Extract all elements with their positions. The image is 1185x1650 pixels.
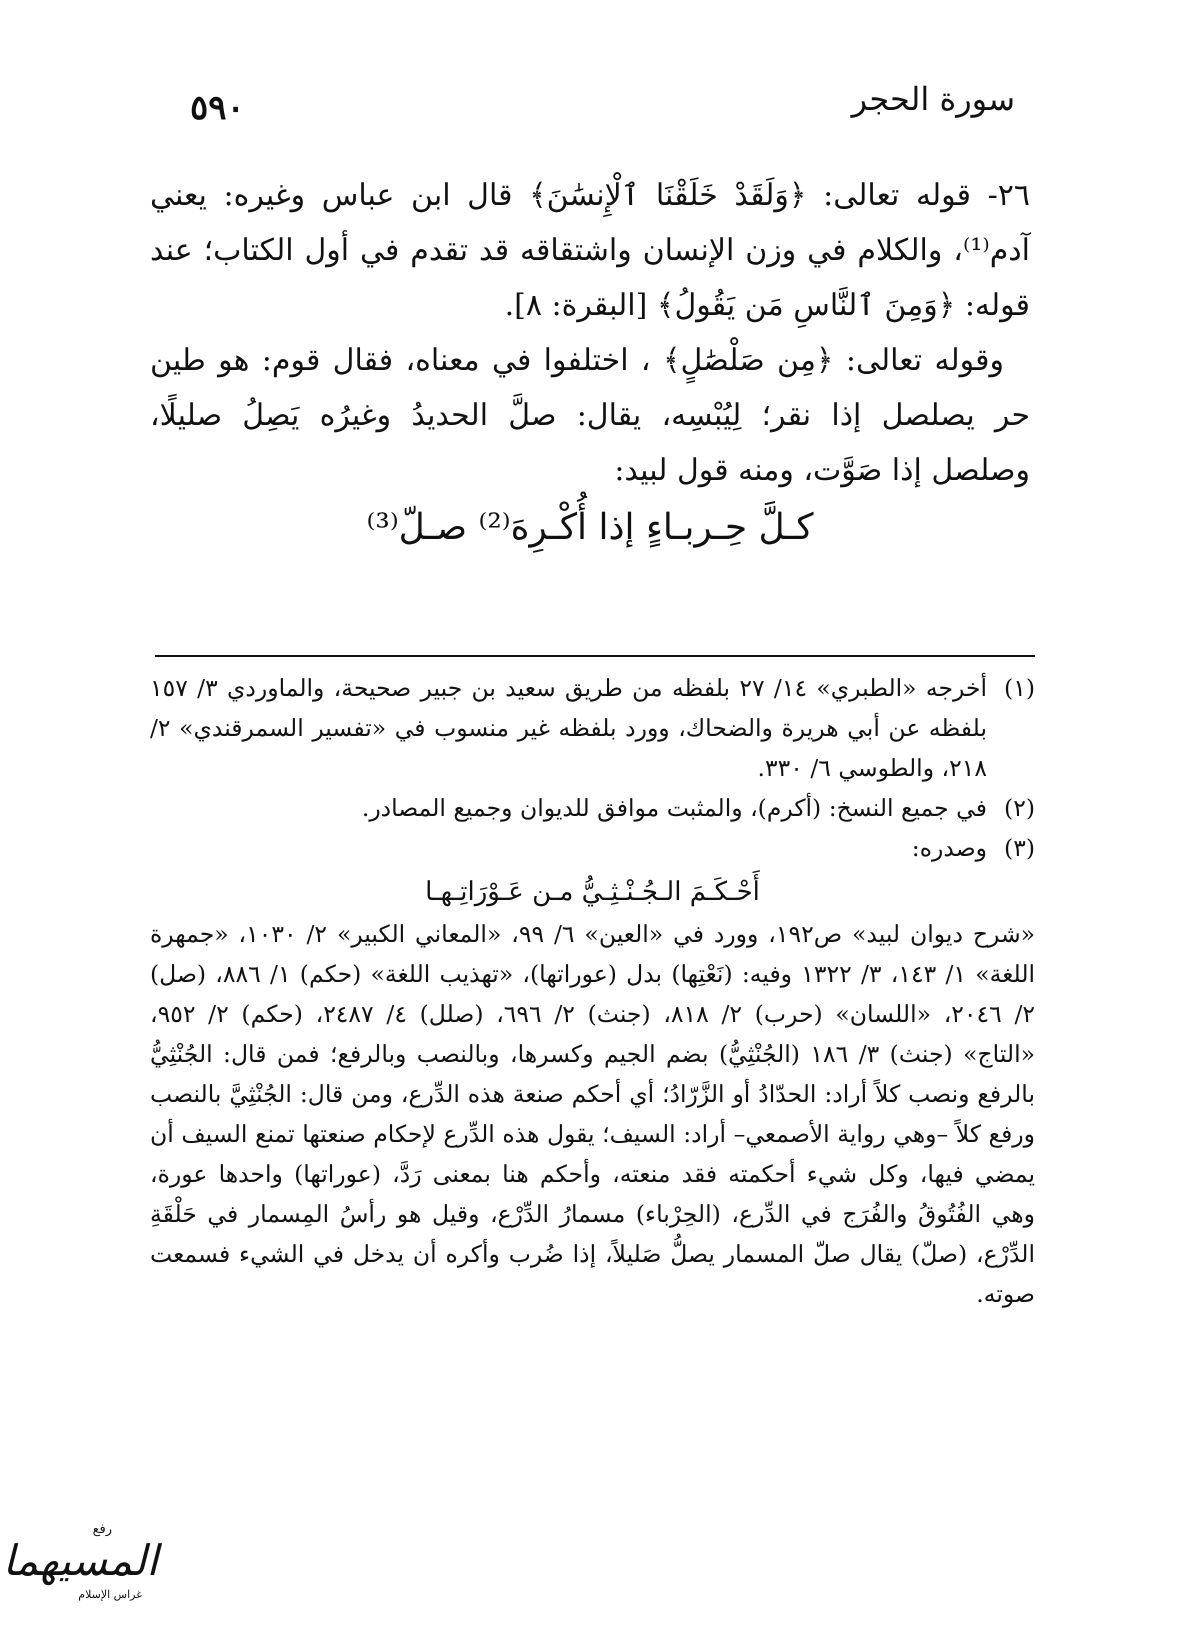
footnote-text: أخرجه «الطبري» ١٤/ ٢٧ بلفظه من طريق سعيد بن جبير صحيحة، والماوردي ٣/ ١٥٧ بلفظه عن أبي هريرة والضحاك، وورد بلفظه غير منسوب في «تفسير السمرقندي» ٢/ ٢١٨، والطوسي ٦/ ٣٣٠. (150, 674, 988, 782)
paragraph: وقوله تعالى: ﴿مِن صَلْصَٰلٍ﴾ ، اختلفوا في معناه، فقال قوم: هو طين حر يصلصل إذا نقر؛ لِيُبْسِه، يقال: صلَّ الحديدُ وغيرُه يَصِلُ صليلًا، وصلصل إذا صَوَّت، ومنه قول لبيد: (150, 343, 1030, 488)
main-text (150, 168, 1030, 555)
page-number: ٥٩٠ (190, 88, 245, 128)
stamp-top-text: رفع (92, 1522, 112, 1537)
page-header (170, 80, 1035, 140)
footnote (150, 788, 1035, 828)
footnotes (150, 668, 1035, 1314)
footnote-text: في جميع النسخ: (أكرم)، والمثبت موافق للديوان وجميع المصادر. (361, 794, 987, 822)
footnote-number: (١) (1004, 674, 1035, 702)
stamp-sub-text: غراس الإسلام (78, 1588, 142, 1601)
footnote-text: «شرح ديوان لبيد» ص١٩٢، وورد في «العين» ٦/ ٩٩، «المعاني الكبير» ٢/ ١٠٣٠، «جمهرة اللغة» ١/ ١٤٣، ٣/ ١٣٢٢ وفيه: (نَعْتِها) بدل (عوراتها)، «تهذيب اللغة» (حكم) ١/ ٨٨٦، (صل) ٢/ ٢٠٤٦، «اللسان» (حرب) ٢/ ٨١٨، (جنث) ٢/ ٦٩٦، (صلل) ٤/ ٢٤٨٧، (حكم) ٢/ ٩٥٢، «التاج» (جنث) ٣/ ١٨٦ (الجُنْثِيُّ) بضم الجيم وكسرها، وبالنصب وبالرفع؛ فمن قال: الجُنْثِيُّ بالرفع ونصب كلاً أراد: الحدّادُ أو الزَّرّادُ؛ أي أحكم صنعة هذه الدِّرع، ومن قال: الجُنْثِيَّ بالنصب ورفع كلاً –وهي رواية الأصمعي– أراد: السيف؛ يقول هذه الدِّرع لإحكام صنعتها تمنع السيف أن يمضي فيها، وكل شيء أحكمته فقد منعته، وأحكم هنا بمعنى رَدَّ، (عوراتها) واحدها عورة، وهي الفُتُوقُ والفُرَج في الدِّرع، (الحِرْباء) مسمارُ الدِّرْع، وقيل هو رأسُ المِسمار في حَلْقَةِ الدِّرْع، (صلّ) يقال صلّ المسمار يصلُّ صَليلاً، إذا ضُرب وأكره أن يدخل في الشيء فسمعت صوته. (150, 920, 1036, 1308)
footnote-number: (٣) (1004, 834, 1035, 862)
footnote-intro: وصدره: (911, 834, 987, 862)
library-stamp-logo (2, 1522, 158, 1616)
poetry-verse: كـلَّ حِـربـاءٍ إذا أُكْـرِهَ⁽²⁾ صـلّ⁽³⁾ (366, 507, 814, 548)
footnote-verse: أَحْـكَـمَ الـجُـنْـثِـيُّ مـن عَـوْرَاتِـهـا (425, 877, 760, 907)
footnote-number: (٢) (1004, 794, 1035, 822)
footnote (150, 828, 1035, 868)
stamp-main-text: المسيهما (2, 1536, 158, 1585)
footnote (150, 668, 1035, 788)
running-title: سورة الحجر (851, 80, 1015, 118)
footnote-divider (155, 655, 1035, 657)
paragraph: ٢٦- قوله تعالى: ﴿وَلَقَدْ خَلَقْنَا ٱلْإِنسَٰنَ﴾ قال ابن عباس وغيره: يعني آدم⁽¹⁾، والكلام في وزن الإنسان واشتقاقه قد تقدم في أول الكتاب؛ عند قوله: ﴿وَمِنَ ٱلنَّاسِ مَن يَقُولُ﴾ [البقرة: ٨]. (150, 178, 1030, 323)
